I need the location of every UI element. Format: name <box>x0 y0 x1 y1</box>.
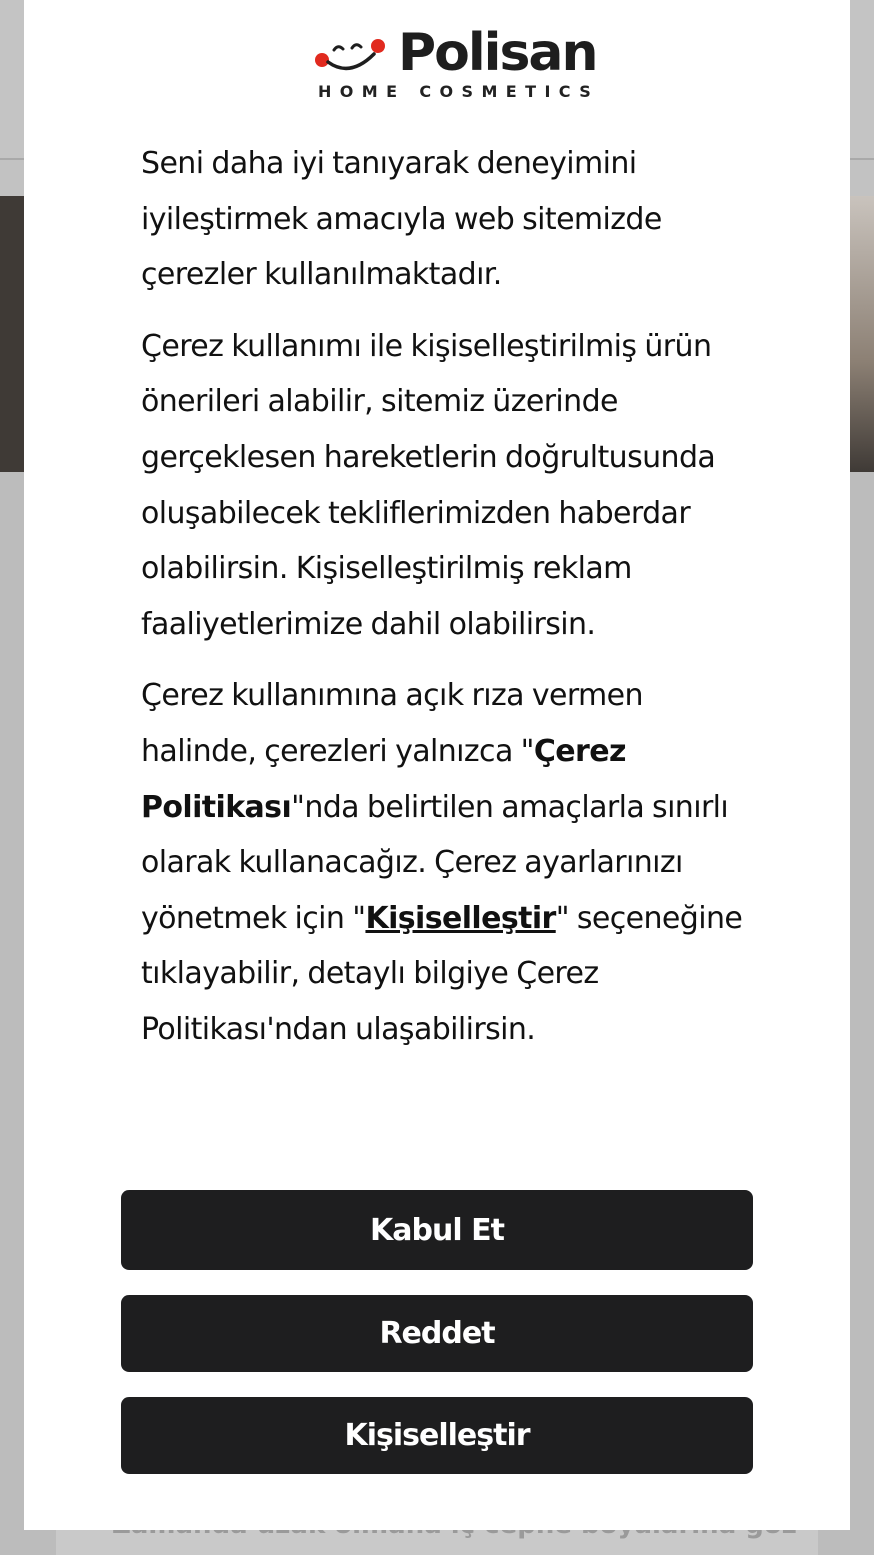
customize-link[interactable]: Kişiselleştir <box>365 900 556 936</box>
cookie-paragraph-1: Seni daha iyi tanıyarak deneyimini iyileştirmek amacıyla web sitemizde çerezler kullanılmaktadır. <box>141 146 662 293</box>
cookie-consent-modal <box>24 0 850 1530</box>
cookie-paragraph-3-part-2: "nda belirtilen amaçlarla sınırlı olarak kullanacağız. Çerez ayarlarınızı yönetmek için " <box>141 789 729 936</box>
polisan-logo <box>312 24 612 104</box>
cookie-paragraph-3-part-3: " seçeneğine tıklayabilir, detaylı bilgiye Çerez Politikası'ndan ulaşabilirsin. <box>141 900 743 1047</box>
cookie-policy-name: Çerez Politikası <box>141 733 626 825</box>
cookie-text <box>141 136 761 1074</box>
reject-button[interactable]: Reddet <box>121 1295 753 1372</box>
customize-button[interactable]: Kişiselleştir <box>121 1397 753 1474</box>
accept-button[interactable]: Kabul Et <box>121 1190 753 1270</box>
logo-tagline: HOME COSMETICS <box>318 82 600 101</box>
cookie-paragraph-3-part-1: Çerez kullanımına açık rıza vermen halinde, çerezleri yalnızca " <box>141 678 643 769</box>
logo-wordmark: Polisan <box>398 23 597 83</box>
logo-smile-icon <box>312 32 392 82</box>
cookie-paragraph-2: Çerez kullanımı ile kişiselleştirilmiş ürün önerileri alabilir, sitemiz üzerinde gerçeklesen hareketlerin doğrultusunda oluşabilecek tekliflerimizden haberdar olabilirsin. Kişiselleştirilmiş reklam faaliyetlerimize dahil olabilirsin. <box>141 328 716 642</box>
cookie-paragraph-3 <box>141 668 761 1057</box>
